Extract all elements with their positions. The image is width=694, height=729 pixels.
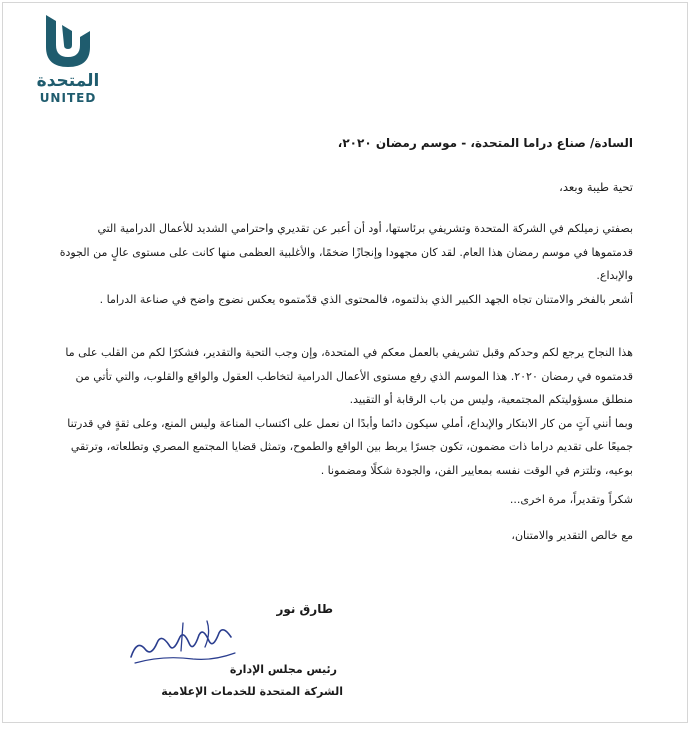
letter-paragraph-2: أشعر بالفخر والامتنان تجاه الجهد الكبير الذي بذلتموه، فالمحتوى الذي قدّمتموه يعكس نضوج واضح في صناعة الدراما . (99, 292, 633, 306)
signer-name: طارق نور (276, 602, 333, 616)
letter-paragraph-3: هذا النجاح يرجع لكم وحدكم وقبل تشريفي بالعمل معكم في المتحدة، وإن وجب التحية والتقدير، فشكرًا لكم من القلب على ما قدمتموه في رمضان ٢٠٢٠. هذا الموسم الذي رفع مستوى الأعمال الدرامية لتخاطب العقول والواقع والقلوب، والتي تأتي من منطلق مسؤوليتكم المجتمعية، وليس من باب الرقابة أو التقييد. (65, 346, 633, 406)
letter-salutation: السادة/ صناع دراما المتحدة، - موسم رمضان ٢٠٢٠، (337, 136, 633, 150)
letter-greeting: تحية طيبة وبعد، (559, 180, 633, 194)
logo-english-text: UNITED (39, 91, 97, 105)
letter-body (53, 133, 633, 546)
signature-block (123, 599, 343, 701)
company-logo (25, 11, 111, 105)
united-logo-icon (38, 11, 98, 69)
letter-closing-thanks: شكراً وتقديراً، مرة اخرى... (509, 493, 633, 506)
signer-company: الشركة المتحدة للخدمات الإعلامية (161, 685, 343, 698)
letter-paragraph-1: بصفتي زميلكم في الشركة المتحدة وتشريفي برئاستها، أود أن أعبر عن تقديري واحترامي الشديد للأعمال الدرامية التي قدمتموها في موسم رمضان هذا العام. لقد كان مجهودا وإنجازًا ضخمًا، والأغلبية العظمى منها كانت على مستوى عالٍ من الجودة والإبداع. (59, 222, 633, 282)
letter-page (2, 2, 688, 723)
signer-title: رئيس مجلس الإدارة (229, 663, 337, 676)
logo-arabic-text: المتحدة (36, 71, 100, 91)
letter-closing-regards: مع خالص التقدير والامتنان، (511, 529, 633, 542)
letter-paragraph-4: وبما أنني آتٍ من كار الابتكار والإبداع، أملي سيكون دائما وأبدًا ان نعمل على اكتساب المناعة وليس المنع، وعلى ثقةٍ في قدرتنا جميعًا على تقديم دراما ذات مضمون، تكون جسرًا يربط بين الواقع والطموح، وتمثل قضايا المجتمع المصري وتطلعاته، وترتقي بوعيه، وتلتزم في الوقت نفسه بمعايير الفن، والجودة شكلًا ومضمونا . (67, 416, 633, 477)
handwritten-signature-icon (123, 613, 243, 673)
